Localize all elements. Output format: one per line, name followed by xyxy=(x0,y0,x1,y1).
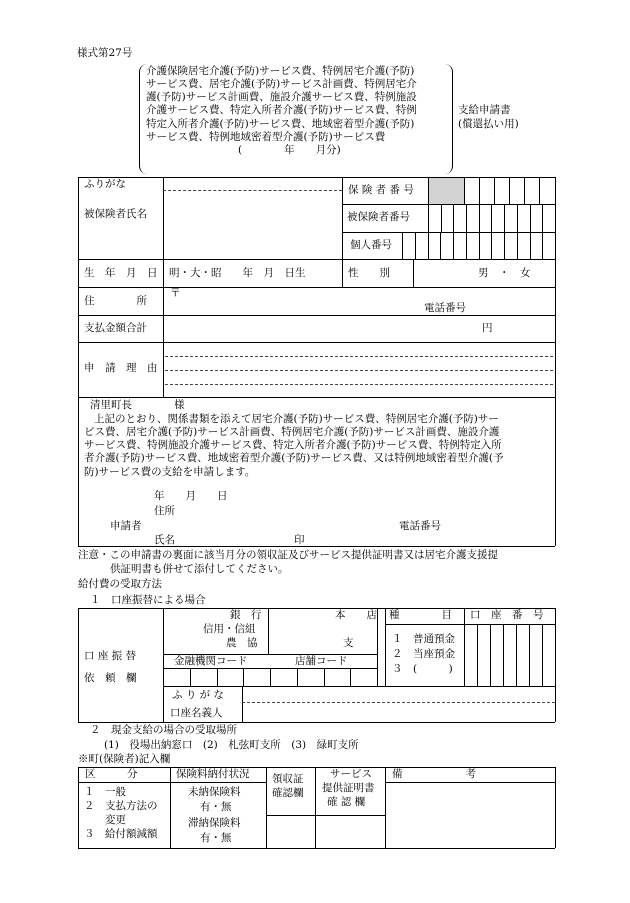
insured-number-label: 被保険者番号 xyxy=(347,211,410,223)
total-label: 支払金額合計 xyxy=(84,322,147,334)
premium-item: 未納保険料 xyxy=(188,786,241,798)
insurer-number-cells[interactable] xyxy=(464,177,555,204)
account-number-cells[interactable] xyxy=(464,624,555,686)
branch-type[interactable]: 本 店 xyxy=(335,609,377,621)
kubun-item: 変更 xyxy=(84,814,126,827)
method-heading: 給付費の受取方法 xyxy=(78,578,162,590)
col-remarks: 備 考 xyxy=(392,768,476,780)
applicant-label: 申請者 xyxy=(110,520,142,532)
remarks-field[interactable] xyxy=(386,783,554,847)
personal-number-cells[interactable] xyxy=(402,232,555,259)
title-line: サービス費、居宅介護(予防)サービス計画費、特例居宅介 xyxy=(146,78,417,91)
fin-code-cells[interactable] xyxy=(163,668,377,686)
kubun-item[interactable]: ３ 給付額減額 xyxy=(84,828,158,841)
cash-options[interactable]: (1) 役場出納窓口 (2) 札弦町支所 (3) 緑町支所 xyxy=(104,739,359,751)
col-service-2: 提供証明書 xyxy=(322,782,375,794)
declaration-body xyxy=(84,413,554,479)
insured-number-cells[interactable] xyxy=(428,204,555,232)
branch-code-label: 店舗コード xyxy=(295,655,348,667)
kubun-item[interactable]: ２ 支払方法の xyxy=(84,800,158,813)
sex-value[interactable]: 男 ・ 女 xyxy=(478,267,531,279)
insured-name-field[interactable] xyxy=(164,192,341,258)
furigana-label: ふりがな xyxy=(84,178,126,190)
note-line: 供証明書も併せて添付してください。 xyxy=(110,563,289,575)
col-service: サービス xyxy=(330,768,372,780)
declaration-line: ビス費、居宅介護(予防)サービス計画費、特例居宅介護(予防)サービス計画費、施設介護 xyxy=(84,426,500,439)
transfer-label: 口 座 振 替 xyxy=(84,650,137,662)
addressee: 清里町長 様 xyxy=(90,399,185,411)
title-block xyxy=(146,65,451,157)
branch-type[interactable]: 支 xyxy=(343,637,354,649)
method1-heading: １ 口座振替による場合 xyxy=(90,594,206,606)
applicant-address-label: 住所 xyxy=(154,505,175,517)
applicant-phone-label: 電話番号 xyxy=(399,520,441,532)
kubun-list xyxy=(84,786,158,842)
kind-option[interactable]: ３ ( ) xyxy=(392,663,453,675)
applicant-name-label: 氏名 xyxy=(154,534,175,546)
yen-unit: 円 xyxy=(482,322,493,334)
col-receipt: 領収証 xyxy=(272,773,304,785)
application-date[interactable]: 年 月 日 xyxy=(154,490,228,502)
title-side-sub: (償還払い用) xyxy=(458,118,519,130)
personal-number-label: 個人番号 xyxy=(350,239,392,251)
transfer-label-2: 依 頼 欄 xyxy=(84,672,137,684)
title-month: ( 年 月分) xyxy=(238,143,341,156)
col-kubun: 区 分 xyxy=(85,768,138,780)
declaration-line: 者介護(予防)サービス費、地域密着型介護(予防)サービス費、又は特例地域密着型介護(予 xyxy=(84,452,504,465)
insurer-shaded-cell xyxy=(429,178,464,204)
col-receipt-2: 確認欄 xyxy=(272,787,304,799)
note-line: 注意・この申請書の裏面に該当月分の領収証及びサービス提供証明書又は居宅介護支援提 xyxy=(78,549,498,561)
birth-value[interactable]: 明・大・昭 年 月 日生 xyxy=(169,267,306,279)
fin-code-label: 金融機関コード xyxy=(174,655,248,667)
bank-type[interactable]: 農 協 xyxy=(226,637,258,649)
title-line: 介護サービス費、特定入所者介護(予防)サービス費、特例 xyxy=(146,104,417,117)
title-line: 介護保険居宅介護(予防)サービス費、特例居宅介護(予防) xyxy=(146,65,415,77)
postal-mark: 〒 xyxy=(170,287,181,299)
kubun-item[interactable]: １ 一般 xyxy=(84,786,126,798)
address-label: 住 所 xyxy=(84,295,147,307)
insured-name-label: 被保険者氏名 xyxy=(84,208,147,220)
sex-label: 性 別 xyxy=(348,267,390,279)
title-line: 特定入所者介護(予防)サービス費、地域密着型介護(予防) xyxy=(146,117,415,130)
cash-heading: ２ 現金支給の場合の受取場所 xyxy=(90,724,237,736)
kind-label: 種 目 xyxy=(389,609,452,621)
holder-name-field[interactable] xyxy=(244,704,553,721)
declaration-line: 上記のとおり、関係書類を添えて居宅介護(予防)サービス費、特例居宅介護(予防)サー xyxy=(94,413,499,425)
col-service-3: 確 認 欄 xyxy=(327,796,366,808)
kind-option[interactable]: １ 普通預金 xyxy=(392,633,455,645)
premium-item: 滞納保険料 xyxy=(188,817,241,829)
title-line: サービス費、特例地域密着型介護(予防)サービス費 xyxy=(146,130,386,143)
holder-label: 口座名義人 xyxy=(170,707,223,719)
title-line: 護(予防)サービス計画費、施設介護サービス費、特例施設 xyxy=(146,91,417,104)
reason-field[interactable] xyxy=(165,344,553,395)
holder-furigana-label: ふ り が な xyxy=(172,689,225,701)
kind-option[interactable]: ２ 当座預金 xyxy=(392,648,455,660)
bank-type[interactable]: 銀 行 xyxy=(230,609,262,621)
address-field[interactable] xyxy=(180,289,550,313)
phone-label: 電話番号 xyxy=(424,302,466,314)
seal-mark: 印 xyxy=(294,534,305,546)
bank-type[interactable]: 信用・信組 xyxy=(203,623,256,635)
reason-label: 申 請 理 由 xyxy=(84,362,158,374)
col-premium: 保険料納付状況 xyxy=(176,768,250,780)
premium-choice[interactable]: 有・無 xyxy=(200,801,232,813)
premium-choice[interactable]: 有・無 xyxy=(200,832,232,844)
declaration-line: 防)サービス費の支給を申請します。 xyxy=(84,465,256,478)
birth-label: 生 年 月 日 xyxy=(84,267,158,279)
office-heading: ※町(保険者)記入欄 xyxy=(78,753,171,765)
form-number: 様式第27号 xyxy=(77,47,133,59)
declaration-line: サービス費、特例施設介護サービス費、特定入所者介護(予防)サービス費、特例特定入所 xyxy=(84,439,502,452)
insurer-number-label: 保 険 者 番 号 xyxy=(348,184,414,196)
account-number-label: 口 座 番 号 xyxy=(470,609,544,621)
title-side: 支給申請書 xyxy=(458,104,511,116)
total-amount-field[interactable] xyxy=(165,317,475,339)
